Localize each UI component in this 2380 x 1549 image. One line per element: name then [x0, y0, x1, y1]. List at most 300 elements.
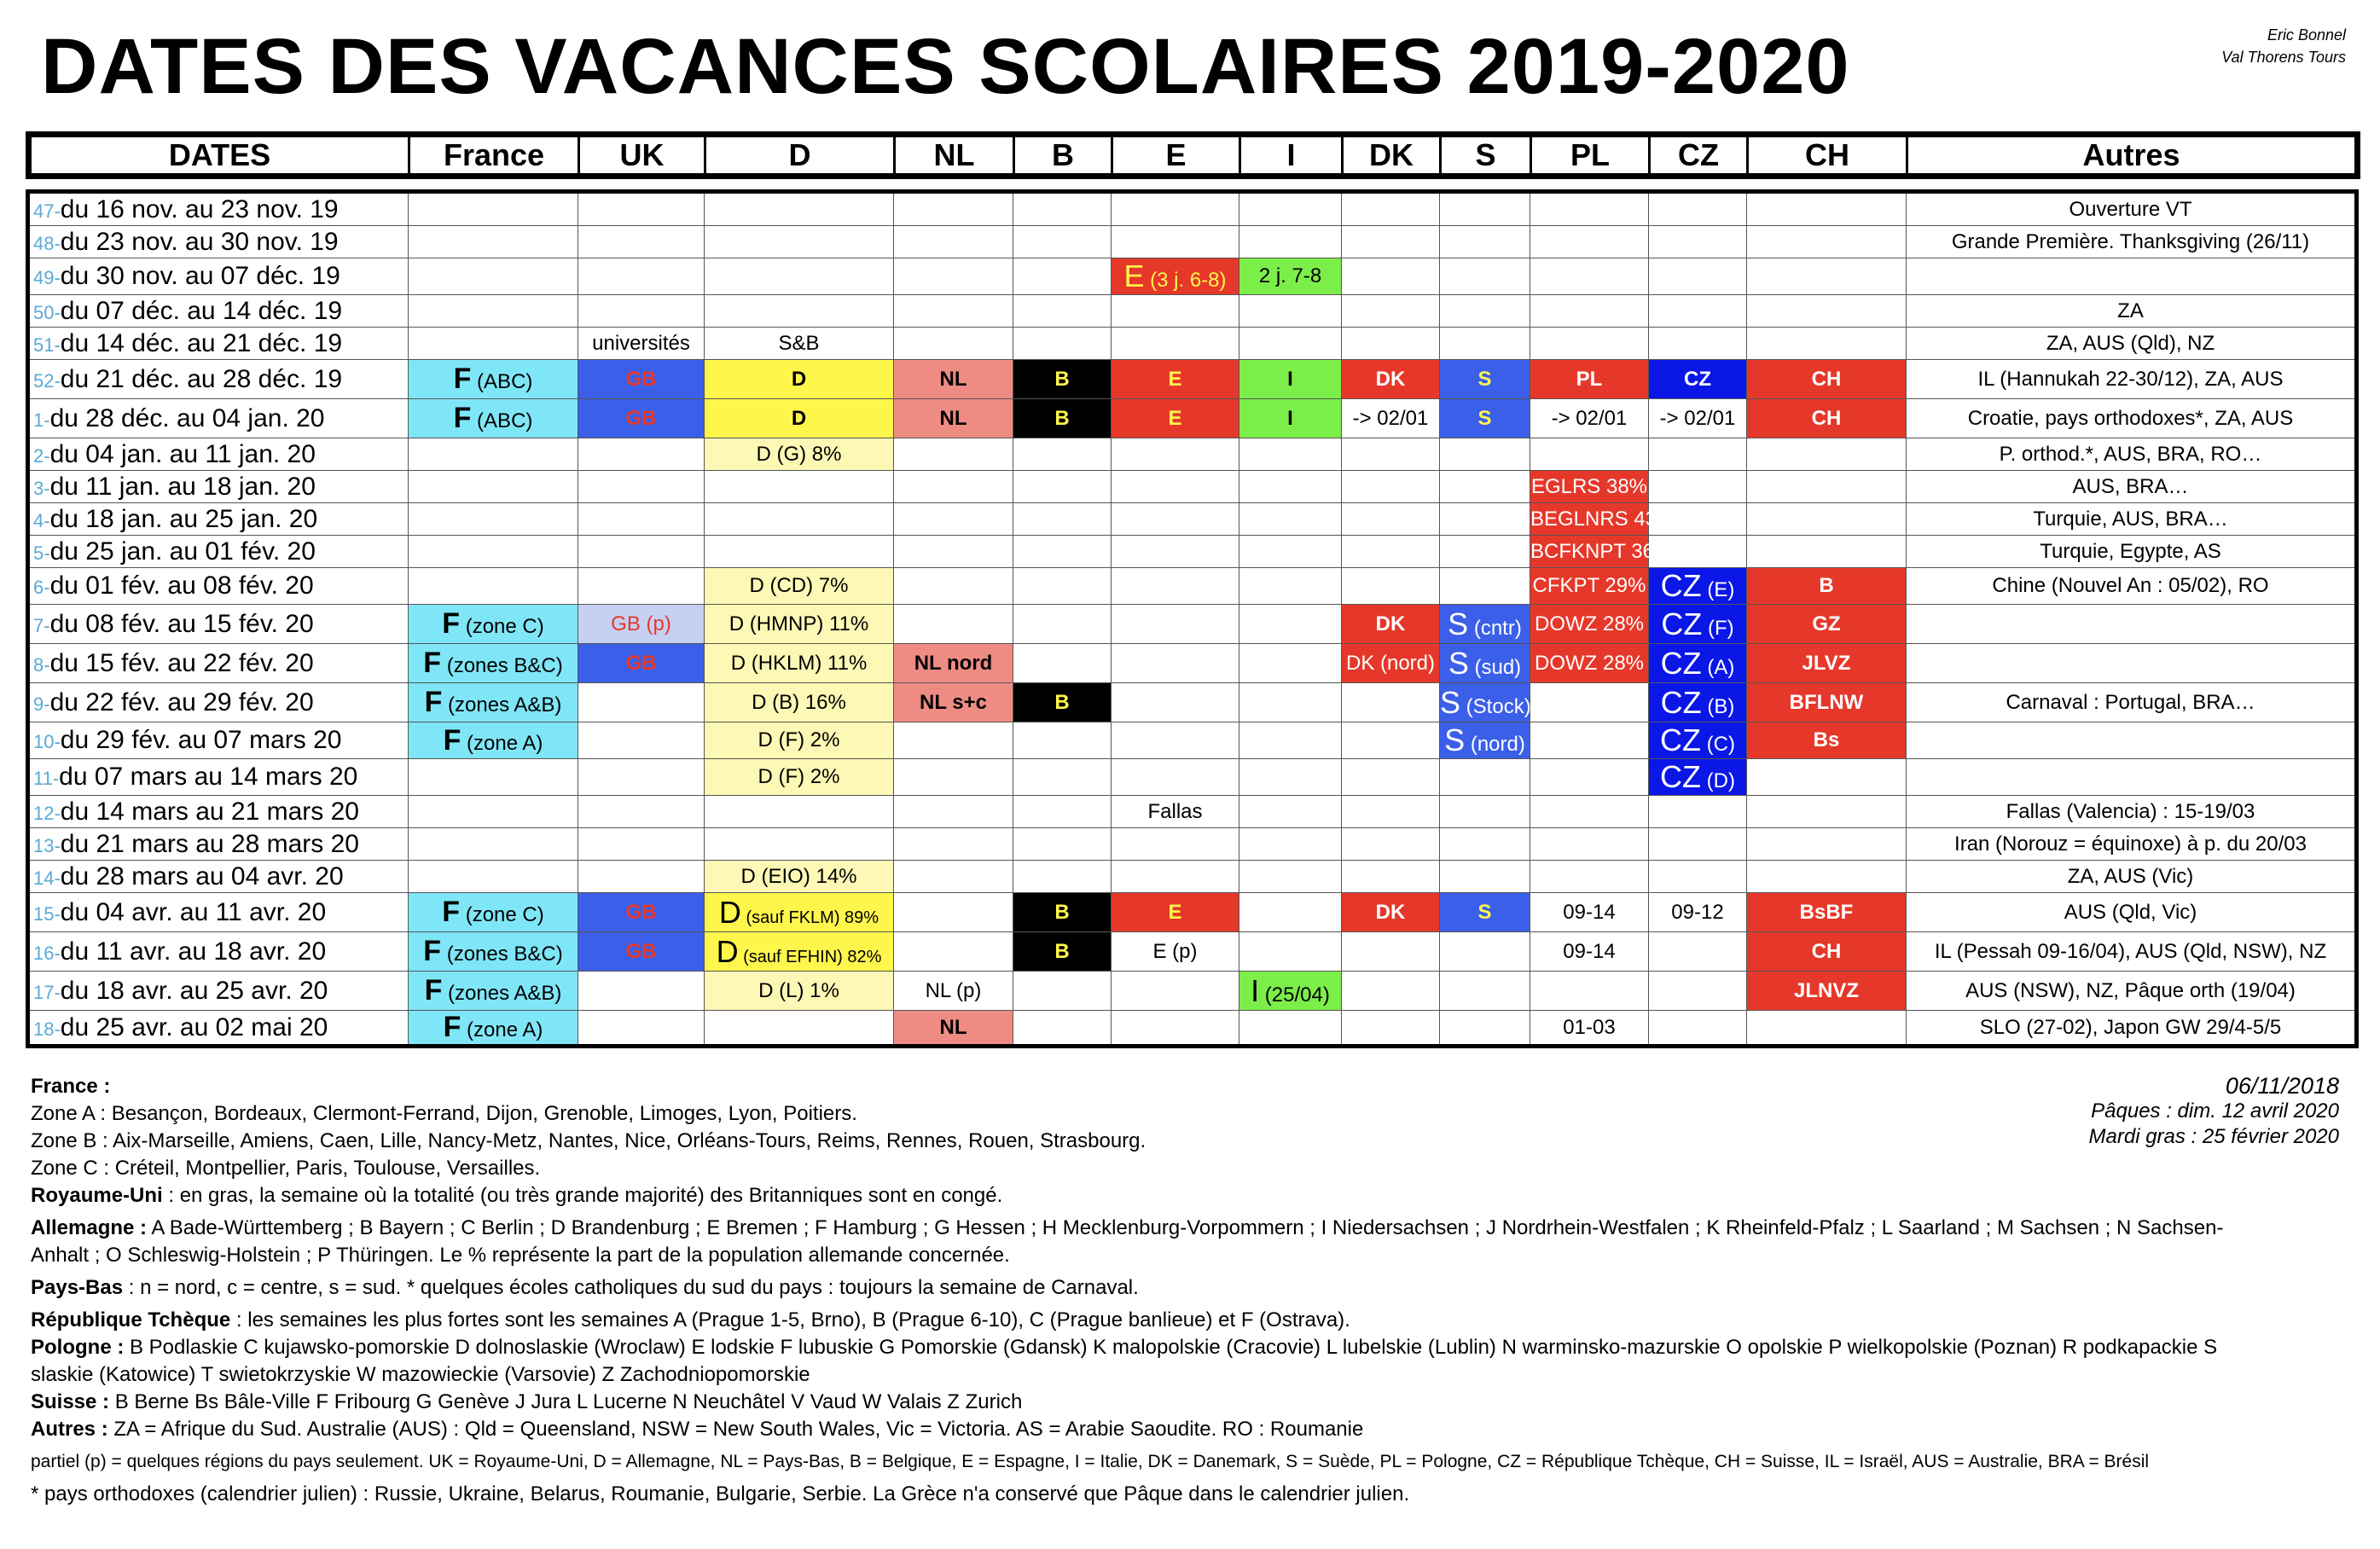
- table-row: [28, 226, 2357, 258]
- cell-uk: [578, 828, 705, 861]
- cell-e: [1112, 828, 1239, 861]
- cell-ch: [1747, 192, 1907, 226]
- cell-dk: -> 02/01: [1342, 399, 1440, 438]
- note-ch: Suisse : B Berne Bs Bâle-Ville F Fribourg G Genève J Jura L Lucerne N Neuchâtel V Vaud W Valais Z Zurich: [31, 1390, 1023, 1413]
- table-row: [28, 536, 2357, 568]
- cell-nl: [894, 258, 1013, 295]
- cell-uk: [578, 438, 705, 471]
- cell-dates: 3-du 11 jan. au 18 jan. 20: [28, 471, 409, 503]
- cell-i: [1239, 759, 1342, 796]
- cell-pl: -> 02/01: [1530, 399, 1649, 438]
- cell-i: [1239, 226, 1342, 258]
- cell-uk: [578, 1011, 705, 1047]
- cell-ch: [1747, 226, 1907, 258]
- cell-f: F (zones A&B): [409, 683, 578, 722]
- cell-nl: NL: [894, 360, 1013, 399]
- col-dk: DK: [1343, 135, 1441, 177]
- cell-dates: 2-du 04 jan. au 11 jan. 20: [28, 438, 409, 471]
- note-autres: Autres : ZA = Afrique du Sud. Australie (AUS) : Qld = Queensland, NSW = New South Wales, Vic = Victoria. AS = Arabie Saoudite. RO : Roumanie: [31, 1418, 1364, 1441]
- cell-nl: [894, 226, 1013, 258]
- note-pl: Pologne : B Podlaskie C kujawsko-pomorskie D dolnoslaskie (Wroclaw) E lodskie F lubuskie G Pomorskie (Gdansk) K malopolskie (Cracovie) L lubelskie (Lublin) N warminsko-mazurskie O opolskie P wielkopolskie (Poznan) R podkapackie S: [31, 1336, 2218, 1359]
- cell-ch: Bs: [1747, 722, 1907, 759]
- cell-autres: IL (Hannukah 22-30/12), ZA, AUS: [1907, 360, 2357, 399]
- cell-f: F (ABC): [409, 399, 578, 438]
- cell-pl: [1530, 683, 1649, 722]
- cell-pl: [1530, 759, 1649, 796]
- table-row: [28, 722, 2357, 759]
- cell-dk: [1342, 503, 1440, 536]
- cell-uk: [578, 192, 705, 226]
- cell-i: I (25/04): [1239, 972, 1342, 1011]
- cell-dk: [1342, 932, 1440, 972]
- cell-autres: Fallas (Valencia) : 15-19/03: [1907, 796, 2357, 828]
- cell-s: [1440, 568, 1530, 605]
- cell-b: [1013, 295, 1112, 328]
- col-d: D: [705, 135, 895, 177]
- cell-ch: B: [1747, 568, 1907, 605]
- cell-b: [1013, 605, 1112, 644]
- cell-d: D: [705, 399, 894, 438]
- cell-nl: [894, 295, 1013, 328]
- cell-e: [1112, 568, 1239, 605]
- cell-ch: JLVZ: [1747, 644, 1907, 683]
- cell-ch: [1747, 295, 1907, 328]
- cell-dk: [1342, 1011, 1440, 1047]
- cell-pl: EGLRS 38%: [1530, 471, 1649, 503]
- cell-s: [1440, 796, 1530, 828]
- cell-nl: [894, 438, 1013, 471]
- cell-nl: [894, 568, 1013, 605]
- cell-i: [1239, 536, 1342, 568]
- cell-cz: [1649, 861, 1747, 893]
- cell-pl: [1530, 972, 1649, 1011]
- cell-i: [1239, 722, 1342, 759]
- cell-pl: [1530, 328, 1649, 360]
- cell-ch: BsBF: [1747, 893, 1907, 932]
- cell-autres: Chine (Nouvel An : 05/02), RO: [1907, 568, 2357, 605]
- cell-b: [1013, 759, 1112, 796]
- cell-dk: [1342, 258, 1440, 295]
- cell-autres: ZA: [1907, 295, 2357, 328]
- cell-autres: Turquie, Egypte, AS: [1907, 536, 2357, 568]
- cell-uk: [578, 568, 705, 605]
- cell-e: E: [1112, 360, 1239, 399]
- cell-autres: [1907, 258, 2357, 295]
- cell-autres: Turquie, AUS, BRA…: [1907, 503, 2357, 536]
- cell-nl: [894, 471, 1013, 503]
- header-row-table: [26, 131, 2360, 179]
- cell-i: [1239, 683, 1342, 722]
- cell-dates: 49-du 30 nov. au 07 déc. 19: [28, 258, 409, 295]
- cell-d: [705, 192, 894, 226]
- cell-e: E (3 j. 6-8): [1112, 258, 1239, 295]
- cell-dk: DK (nord): [1342, 644, 1440, 683]
- cell-pl: DOWZ 28%: [1530, 644, 1649, 683]
- cell-nl: NL nord: [894, 644, 1013, 683]
- cell-nl: [894, 536, 1013, 568]
- cell-e: E: [1112, 893, 1239, 932]
- cell-cz: -> 02/01: [1649, 399, 1747, 438]
- cell-dk: [1342, 972, 1440, 1011]
- cell-i: [1239, 828, 1342, 861]
- cell-ch: JLNVZ: [1747, 972, 1907, 1011]
- cell-nl: [894, 932, 1013, 972]
- table-row: [28, 828, 2357, 861]
- cell-d: S&B: [705, 328, 894, 360]
- cell-nl: [894, 192, 1013, 226]
- cell-uk: [578, 295, 705, 328]
- cell-s: [1440, 861, 1530, 893]
- cell-e: E (p): [1112, 932, 1239, 972]
- col-ch: CH: [1748, 135, 1907, 177]
- cell-b: B: [1013, 932, 1112, 972]
- table-row: [28, 399, 2357, 438]
- cell-nl: [894, 828, 1013, 861]
- cell-d: [705, 295, 894, 328]
- cell-b: [1013, 796, 1112, 828]
- cell-nl: [894, 861, 1013, 893]
- cell-s: [1440, 536, 1530, 568]
- mardi-gras-date: Mardi gras : 25 février 2020: [2088, 1125, 2339, 1148]
- cell-autres: SLO (27-02), Japon GW 29/4-5/5: [1907, 1011, 2357, 1047]
- cell-s: [1440, 226, 1530, 258]
- cell-uk: [578, 796, 705, 828]
- cell-autres: ZA, AUS (Qld), NZ: [1907, 328, 2357, 360]
- cell-uk: [578, 972, 705, 1011]
- cell-dk: [1342, 796, 1440, 828]
- cell-dk: [1342, 438, 1440, 471]
- cell-s: [1440, 759, 1530, 796]
- cell-nl: [894, 796, 1013, 828]
- cell-f: [409, 471, 578, 503]
- cell-s: [1440, 972, 1530, 1011]
- cell-ch: [1747, 759, 1907, 796]
- col-nl: NL: [895, 135, 1014, 177]
- cell-e: [1112, 295, 1239, 328]
- cell-uk: universités: [578, 328, 705, 360]
- cell-s: S: [1440, 399, 1530, 438]
- cell-autres: P. orthod.*, AUS, BRA, RO…: [1907, 438, 2357, 471]
- cell-dk: [1342, 759, 1440, 796]
- cell-f: [409, 828, 578, 861]
- cell-f: [409, 226, 578, 258]
- cell-dk: [1342, 536, 1440, 568]
- cell-pl: [1530, 226, 1649, 258]
- cell-i: [1239, 605, 1342, 644]
- cell-d: D (B) 16%: [705, 683, 894, 722]
- cell-cz: [1649, 328, 1747, 360]
- col-cz: CZ: [1650, 135, 1748, 177]
- cell-dates: 50-du 07 déc. au 14 déc. 19: [28, 295, 409, 328]
- cell-b: B: [1013, 893, 1112, 932]
- cell-ch: CH: [1747, 932, 1907, 972]
- cell-dates: 8-du 15 fév. au 22 fév. 20: [28, 644, 409, 683]
- cell-dk: [1342, 568, 1440, 605]
- cell-nl: [894, 328, 1013, 360]
- cell-e: [1112, 972, 1239, 1011]
- cell-d: D: [705, 360, 894, 399]
- cell-i: I: [1239, 360, 1342, 399]
- table-row: [28, 471, 2357, 503]
- table-row: [28, 1011, 2357, 1047]
- note-nl: Pays-Bas : n = nord, c = centre, s = sud. * quelques écoles catholiques du sud du pays : toujours la semaine de Carnaval.: [31, 1276, 1139, 1299]
- cell-dk: DK: [1342, 893, 1440, 932]
- cell-dates: 10-du 29 fév. au 07 mars 20: [28, 722, 409, 759]
- table-row: [28, 360, 2357, 399]
- cell-s: S (sud): [1440, 644, 1530, 683]
- note-zone-b: Zone B : Aix-Marseille, Amiens, Caen, Lille, Nancy-Metz, Nantes, Nice, Orléans-Tours, Reims, Rennes, Rouen, Strasbourg.: [31, 1129, 1146, 1152]
- cell-d: D (G) 8%: [705, 438, 894, 471]
- cell-e: [1112, 471, 1239, 503]
- cell-b: [1013, 568, 1112, 605]
- date-notes: [2089, 1073, 2339, 1150]
- cell-i: [1239, 1011, 1342, 1047]
- cell-uk: [578, 861, 705, 893]
- cell-ch: [1747, 796, 1907, 828]
- cell-s: [1440, 1011, 1530, 1047]
- cell-ch: CH: [1747, 360, 1907, 399]
- cell-autres: Carnaval : Portugal, BRA…: [1907, 683, 2357, 722]
- note-de-cont: Anhalt ; O Schleswig-Holstein ; P Thüringen. Le % représente la part de la population allemande concernée.: [31, 1244, 1010, 1267]
- cell-e: [1112, 536, 1239, 568]
- cell-dates: 15-du 04 avr. au 11 avr. 20: [28, 893, 409, 932]
- cell-cz: [1649, 932, 1747, 972]
- cell-dates: 47-du 16 nov. au 23 nov. 19: [28, 192, 409, 226]
- cell-b: [1013, 861, 1112, 893]
- cell-pl: [1530, 258, 1649, 295]
- cell-nl: [894, 605, 1013, 644]
- cell-autres: Croatie, pays orthodoxes*, ZA, AUS: [1907, 399, 2357, 438]
- cell-dk: DK: [1342, 605, 1440, 644]
- cell-i: [1239, 644, 1342, 683]
- cell-s: [1440, 328, 1530, 360]
- cell-dates: 7-du 08 fév. au 15 fév. 20: [28, 605, 409, 644]
- cell-pl: [1530, 438, 1649, 471]
- cell-ch: CH: [1747, 399, 1907, 438]
- cell-dates: 5-du 25 jan. au 01 fév. 20: [28, 536, 409, 568]
- cell-e: [1112, 861, 1239, 893]
- cell-d: D (F) 2%: [705, 759, 894, 796]
- cell-pl: CFKPT 29%: [1530, 568, 1649, 605]
- cell-s: [1440, 192, 1530, 226]
- cell-f: F (ABC): [409, 360, 578, 399]
- table-row: [28, 568, 2357, 605]
- cell-e: [1112, 683, 1239, 722]
- cell-pl: BEGLNRS 43%: [1530, 503, 1649, 536]
- page-title: DATES DES VACANCES SCOLAIRES 2019-2020: [41, 23, 1850, 110]
- cell-autres: [1907, 759, 2357, 796]
- cell-e: Fallas: [1112, 796, 1239, 828]
- note-orthodox: * pays orthodoxes (calendrier julien) : Russie, Ukraine, Belarus, Roumanie, Bulgarie, Serbie. La Grèce n'a conservé que Pâque dans le calendrier julien.: [31, 1482, 1410, 1505]
- cell-uk: GB: [578, 360, 705, 399]
- cell-dk: [1342, 722, 1440, 759]
- cell-cz: [1649, 471, 1747, 503]
- cell-dates: 12-du 14 mars au 21 mars 20: [28, 796, 409, 828]
- cell-i: [1239, 893, 1342, 932]
- cell-uk: [578, 258, 705, 295]
- cell-pl: [1530, 192, 1649, 226]
- cell-cz: [1649, 796, 1747, 828]
- cell-pl: 01-03: [1530, 1011, 1649, 1047]
- cell-pl: [1530, 722, 1649, 759]
- cell-autres: AUS, BRA…: [1907, 471, 2357, 503]
- table-row: [28, 605, 2357, 644]
- note-pl-cont: slaskie (Katowice) T swietokrzyskie W mazowieckie (Varsovie) Z Zachodniopomorskie: [31, 1363, 810, 1386]
- cell-autres: [1907, 605, 2357, 644]
- cell-ch: [1747, 438, 1907, 471]
- cell-d: [705, 503, 894, 536]
- cell-s: [1440, 438, 1530, 471]
- cell-dates: 14-du 28 mars au 04 avr. 20: [28, 861, 409, 893]
- cell-dates: 1-du 28 déc. au 04 jan. 20: [28, 399, 409, 438]
- cell-dates: 18-du 25 avr. au 02 mai 20: [28, 1011, 409, 1047]
- cell-d: [705, 536, 894, 568]
- table-row: [28, 932, 2357, 972]
- cell-dk: [1342, 471, 1440, 503]
- legend-notes: [31, 1073, 2351, 1508]
- cell-b: [1013, 192, 1112, 226]
- column-headers: [29, 135, 2358, 177]
- cell-autres: Grande Première. Thanksgiving (26/11): [1907, 226, 2357, 258]
- cell-dk: DK: [1342, 360, 1440, 399]
- cell-e: [1112, 722, 1239, 759]
- cell-dk: [1342, 328, 1440, 360]
- cell-e: [1112, 1011, 1239, 1047]
- cell-dates: 6-du 01 fév. au 08 fév. 20: [28, 568, 409, 605]
- cell-d: [705, 471, 894, 503]
- cell-d: [705, 258, 894, 295]
- cell-pl: 09-14: [1530, 893, 1649, 932]
- author-company: Val Thorens Tours: [2221, 49, 2346, 66]
- cell-ch: BFLNW: [1747, 683, 1907, 722]
- cell-i: [1239, 438, 1342, 471]
- cell-dk: [1342, 683, 1440, 722]
- doc-date: 06/11/2018: [2225, 1073, 2339, 1099]
- cell-cz: [1649, 438, 1747, 471]
- cell-dk: [1342, 861, 1440, 893]
- cell-uk: GB: [578, 932, 705, 972]
- cell-e: E: [1112, 399, 1239, 438]
- cell-pl: [1530, 295, 1649, 328]
- cell-b: [1013, 328, 1112, 360]
- cell-s: S: [1440, 893, 1530, 932]
- cell-e: [1112, 192, 1239, 226]
- cell-s: [1440, 503, 1530, 536]
- note-partiel: partiel (p) = quelques régions du pays seulement. UK = Royaume-Uni, D = Allemagne, NL = Pays-Bas, B = Belgique, E = Espagne, I = Italie, DK = Danemark, S = Suède, PL = Pologne, CZ = République Tchèque, CH = Suisse, IL = Israël, AUS = Australie, BRA = Brésil: [31, 1452, 2150, 1471]
- paques-date: Pâques : dim. 12 avril 2020: [2091, 1099, 2339, 1123]
- cell-s: [1440, 471, 1530, 503]
- cell-e: [1112, 226, 1239, 258]
- cell-pl: [1530, 796, 1649, 828]
- cell-d: D (L) 1%: [705, 972, 894, 1011]
- col-autres: Autres: [1907, 135, 2358, 177]
- cell-s: [1440, 828, 1530, 861]
- cell-d: [705, 1011, 894, 1047]
- cell-b: [1013, 644, 1112, 683]
- cell-d: D (HKLM) 11%: [705, 644, 894, 683]
- cell-autres: AUS (NSW), NZ, Pâque orth (19/04): [1907, 972, 2357, 1011]
- cell-dates: 13-du 21 mars au 28 mars 20: [28, 828, 409, 861]
- cell-autres: ZA, AUS (Vic): [1907, 861, 2357, 893]
- cell-autres: Ouverture VT: [1907, 192, 2357, 226]
- cell-nl: [894, 759, 1013, 796]
- note-cz: République Tchèque : les semaines les plus fortes sont les semaines A (Prague 1-5, Brno), B (Prague 6-10), C (Prague banlieue) et F (Ostrava).: [31, 1308, 1350, 1331]
- table-row: [28, 683, 2357, 722]
- holiday-grid: [26, 189, 2359, 1048]
- cell-dates: 52-du 21 déc. au 28 déc. 19: [28, 360, 409, 399]
- note-zone-c: Zone C : Créteil, Montpellier, Paris, Toulouse, Versailles.: [31, 1157, 541, 1180]
- cell-f: [409, 503, 578, 536]
- cell-b: B: [1013, 683, 1112, 722]
- cell-uk: [578, 759, 705, 796]
- cell-cz: [1649, 1011, 1747, 1047]
- cell-s: [1440, 258, 1530, 295]
- cell-b: [1013, 972, 1112, 1011]
- cell-i: [1239, 192, 1342, 226]
- col-dates: DATES: [168, 137, 271, 172]
- cell-nl: NL: [894, 1011, 1013, 1047]
- cell-autres: [1907, 644, 2357, 683]
- cell-b: [1013, 828, 1112, 861]
- cell-b: [1013, 503, 1112, 536]
- cell-cz: [1649, 828, 1747, 861]
- col-france: France: [409, 135, 579, 177]
- cell-s: S (cntr): [1440, 605, 1530, 644]
- cell-f: F (zone C): [409, 605, 578, 644]
- cell-i: [1239, 471, 1342, 503]
- table-row: [28, 861, 2357, 893]
- cell-i: [1239, 503, 1342, 536]
- cell-d: [705, 828, 894, 861]
- cell-i: [1239, 861, 1342, 893]
- cell-e: [1112, 438, 1239, 471]
- cell-b: [1013, 258, 1112, 295]
- cell-ch: [1747, 536, 1907, 568]
- cell-ch: [1747, 328, 1907, 360]
- cell-ch: [1747, 503, 1907, 536]
- note-de: Allemagne : A Bade-Württemberg ; B Bayern ; C Berlin ; D Brandenburg ; E Bremen ; F Hamburg ; G Hessen ; H Mecklenburg-Vorpommern ; I Niedersachsen ; J Nordrhein-Westfalen ; K Rheinfeld-Pfalz ; L Saarland ; M Sachsen ; N Sachsen-: [31, 1216, 2224, 1239]
- cell-dates: 9-du 22 fév. au 29 fév. 20: [28, 683, 409, 722]
- cell-nl: NL: [894, 399, 1013, 438]
- cell-s: S (nord): [1440, 722, 1530, 759]
- cell-dates: 4-du 18 jan. au 25 jan. 20: [28, 503, 409, 536]
- cell-ch: GZ: [1747, 605, 1907, 644]
- cell-cz: CZ (C): [1649, 722, 1747, 759]
- cell-d: D (sauf EFHIN) 82%: [705, 932, 894, 972]
- cell-nl: NL s+c: [894, 683, 1013, 722]
- col-e: E: [1112, 135, 1240, 177]
- cell-f: [409, 438, 578, 471]
- cell-ch: [1747, 861, 1907, 893]
- table-row: [28, 328, 2357, 360]
- cell-uk: [578, 503, 705, 536]
- cell-f: [409, 759, 578, 796]
- cell-d: D (EIO) 14%: [705, 861, 894, 893]
- cell-nl: NL (p): [894, 972, 1013, 1011]
- cell-cz: CZ (E): [1649, 568, 1747, 605]
- cell-b: [1013, 722, 1112, 759]
- cell-pl: [1530, 828, 1649, 861]
- cell-f: [409, 536, 578, 568]
- cell-dk: [1342, 295, 1440, 328]
- cell-ch: [1747, 258, 1907, 295]
- cell-f: [409, 258, 578, 295]
- cell-d: [705, 796, 894, 828]
- cell-dates: 17-du 18 avr. au 25 avr. 20: [28, 972, 409, 1011]
- cell-s: [1440, 295, 1530, 328]
- cell-f: F (zones B&C): [409, 932, 578, 972]
- cell-d: D (HMNP) 11%: [705, 605, 894, 644]
